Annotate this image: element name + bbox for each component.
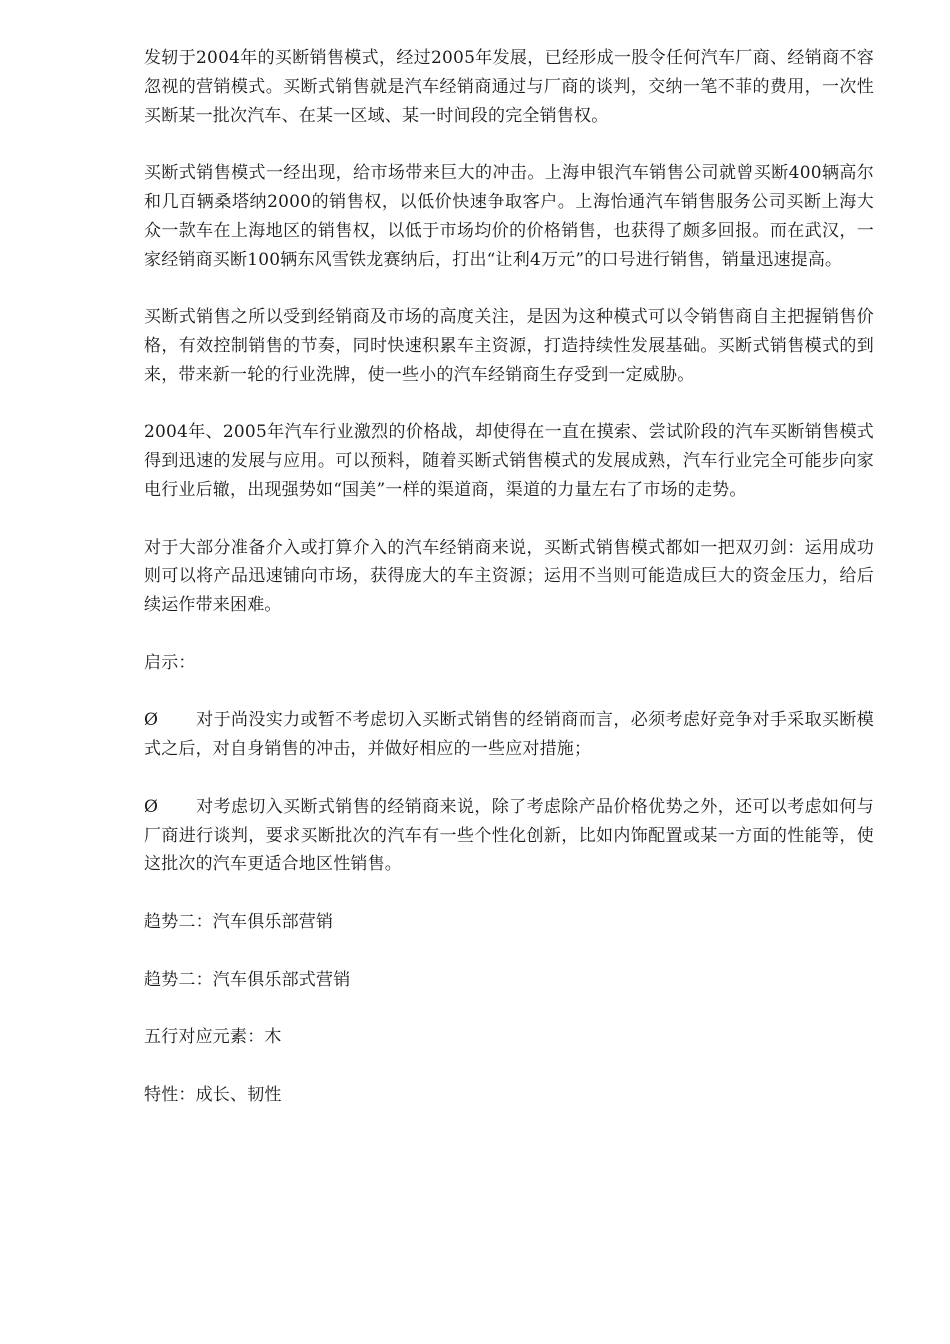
heading-line: 趋势二：汽车俱乐部营销 [144, 911, 334, 932]
paragraph: 买断式销售模式一经出现，给市场带来巨大的冲击。上海申银汽车销售公司就曾买断400辆高尔和几百辆桑塔纳2000的销售权，以低价快速争取客户。上海怡通汽车销售服务公司买断上海大众一款车在上海地区的销售权，以低于市场均价的价格销售，也获得了颇多回报。而在武汉，一家经销商买断100辆东风雪铁龙赛纳后，打出“让利4万元”的口号进行销售，销量迅速提高。 [144, 163, 874, 270]
heading-line: 趋势二：汽车俱乐部式营销 [144, 969, 351, 990]
heading-line: 五行对应元素：木 [144, 1027, 282, 1048]
paragraph: 买断式销售之所以受到经销商及市场的高度关注，是因为这种模式可以令销售商自主把握销售价格，有效控制销售的节奏，同时快速积累车主资源，打造持续性发展基础。买断式销售模式的到来，带来新一轮的行业洗牌，使一些小的汽车经销商生存受到一定威胁。 [144, 307, 874, 385]
heading-line: 特性：成长、韧性 [144, 1084, 282, 1105]
bullet-marker: Ø [144, 710, 159, 731]
bullet-text: 对于尚没实力或暂不考虑切入买断式销售的经销商而言，必须考虑好竞争对手采取买断模式之后，对自身销售的冲击，并做好相应的一些应对措施； [144, 710, 874, 760]
bullet-item [144, 793, 874, 879]
paragraph: 2004年、2005年汽车行业激烈的价格战，却使得在一直在摸索、尝试阶段的汽车买断销售模式得到迅速的发展与应用。可以预料，随着买断式销售模式的发展成熟，汽车行业完全可能步向家电行业后辙，出现强势如“国美”一样的渠道商，渠道的力量左右了市场的走势。 [144, 422, 874, 500]
section-label: 启示： [144, 652, 196, 673]
paragraph: 发轫于2004年的买断销售模式，经过2005年发展，已经形成一股令任何汽车厂商、经销商不容忽视的营销模式。买断式销售就是汽车经销商通过与厂商的谈判，交纳一笔不菲的费用，一次性买断某一批次汽车、在某一区域、某一时间段的完全销售权。 [144, 48, 874, 126]
document-page [144, 44, 874, 1138]
bullet-item [144, 706, 874, 764]
bullet-marker: Ø [144, 796, 159, 817]
bullet-text: 对考虑切入买断式销售的经销商来说，除了考虑除产品价格优势之外，还可以考虑如何与厂商进行谈判，要求买断批次的汽车有一些个性化创新，比如内饰配置或某一方面的性能等，使这批次的汽车更适合地区性销售。 [144, 796, 874, 875]
paragraph: 对于大部分准备介入或打算介入的汽车经销商来说，买断式销售模式都如一把双刃剑：运用成功则可以将产品迅速铺向市场，获得庞大的车主资源；运用不当则可能造成巨大的资金压力，给后续运作带来困难。 [144, 537, 874, 616]
